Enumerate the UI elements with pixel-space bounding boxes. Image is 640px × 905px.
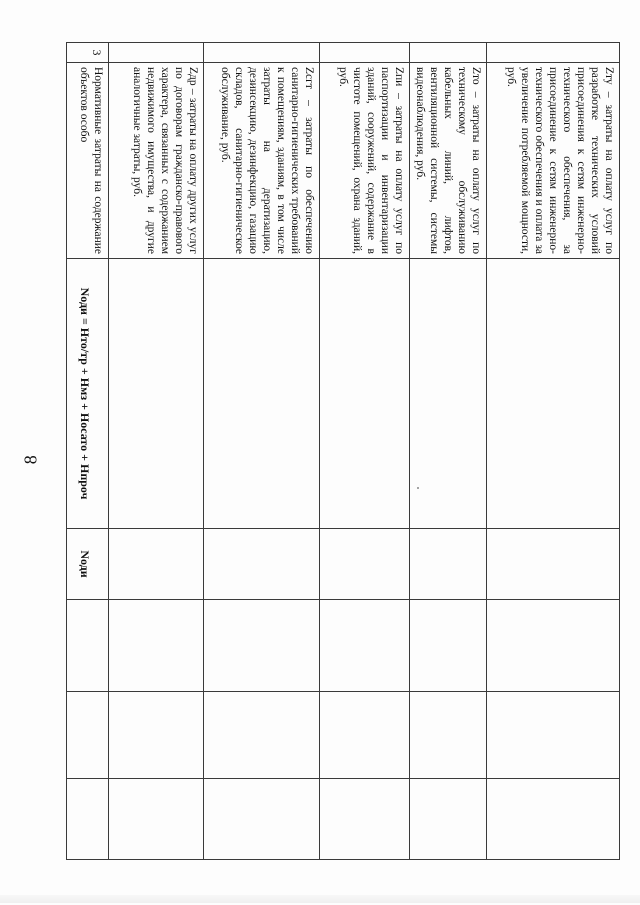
- table-row: [204, 43, 320, 860]
- formula-cell: [109, 259, 204, 529]
- formula-cell: [320, 259, 410, 529]
- value-cell: [320, 779, 410, 860]
- description-cell: [410, 63, 487, 259]
- page-number: 8: [20, 454, 41, 465]
- value-cell: [204, 692, 320, 779]
- value-cell: [320, 692, 410, 779]
- table-row: [320, 43, 410, 860]
- variable-cell: [204, 529, 320, 600]
- value-cell: [109, 692, 204, 779]
- row-number-cell: [410, 43, 487, 63]
- variable-cell: [410, 529, 487, 600]
- value-cell: [67, 600, 109, 692]
- table-row: [410, 43, 487, 860]
- scan-edge: [0, 895, 640, 903]
- description-cell: [487, 63, 620, 259]
- value-cell: [204, 779, 320, 860]
- value-cell: [410, 779, 487, 860]
- value-cell: [487, 600, 620, 692]
- rotated-table-sheet: [70, 42, 620, 859]
- value-cell: [410, 600, 487, 692]
- row-description: Zдр – затраты на оплату других услуг по договорам гражданско-правового характера, связанных с содержанием недвижимого имущества, и другие аналогичные затраты, руб.: [131, 67, 199, 254]
- row-description: Zпи – затраты на оплату услуг по паспортизации и инвентаризации зданий, сооружений, содержание в чистоте помещений, охрана зданий, руб.: [337, 67, 405, 254]
- description-cell: [109, 63, 204, 259]
- variable-cell: [487, 529, 620, 600]
- description-cell: [204, 63, 320, 259]
- value-cell: [487, 779, 620, 860]
- row-number-cell: 3: [67, 43, 109, 63]
- row-number-cell: [204, 43, 320, 63]
- variable-cell: [109, 529, 204, 600]
- value-cell: [487, 692, 620, 779]
- value-cell: [109, 779, 204, 860]
- row-number-cell: [109, 43, 204, 63]
- value-cell: [320, 600, 410, 692]
- value-cell: [109, 600, 204, 692]
- formula-cell: [410, 259, 487, 529]
- formula-cell: [487, 259, 620, 529]
- description-cell: [320, 63, 410, 259]
- cost-table: [66, 42, 620, 860]
- formula-cell: [204, 259, 320, 529]
- row-number-cell: [320, 43, 410, 63]
- row-description: Zто – затраты на оплату услуг по техническому обслуживанию кабельных линий, лифтов, вентиляционной системы, системы видеонаблюдения, руб.: [414, 67, 482, 254]
- formula-cell: Nоди = Нто/тр + Нмз + Носато + Нпроч: [67, 259, 109, 529]
- value-cell: [410, 692, 487, 779]
- row-description: Zсгт – затраты по обеспечению санитарно-гигиенических требований к помещениям, зданиям, в том числе затраты на дератизацию, дезинсекцию, дезинфекцию, газацию складов, санитарно-гигиеническое обслуживание, руб.: [219, 67, 315, 254]
- row-number-cell: [487, 43, 620, 63]
- table-row: [109, 43, 204, 860]
- row-description: Нормативные затраты на содержание объектов особо: [78, 67, 104, 254]
- value-cell: [204, 600, 320, 692]
- table-row: [487, 43, 620, 860]
- description-cell: [67, 63, 109, 259]
- row-description: Zту – затраты на оплату услуг по разработке технических условий присоединения к сетям инженерно-технического обеспечения, за присоединение к сетям инженерно-технического обеспечения и оплата за увеличение потребляемой мощности, руб.: [505, 67, 615, 254]
- value-cell: [67, 779, 109, 860]
- value-cell: [67, 692, 109, 779]
- scan-artifact: [417, 487, 419, 489]
- variable-cell: [320, 529, 410, 600]
- variable-cell: Nоди: [67, 529, 109, 600]
- table-row: [67, 43, 109, 860]
